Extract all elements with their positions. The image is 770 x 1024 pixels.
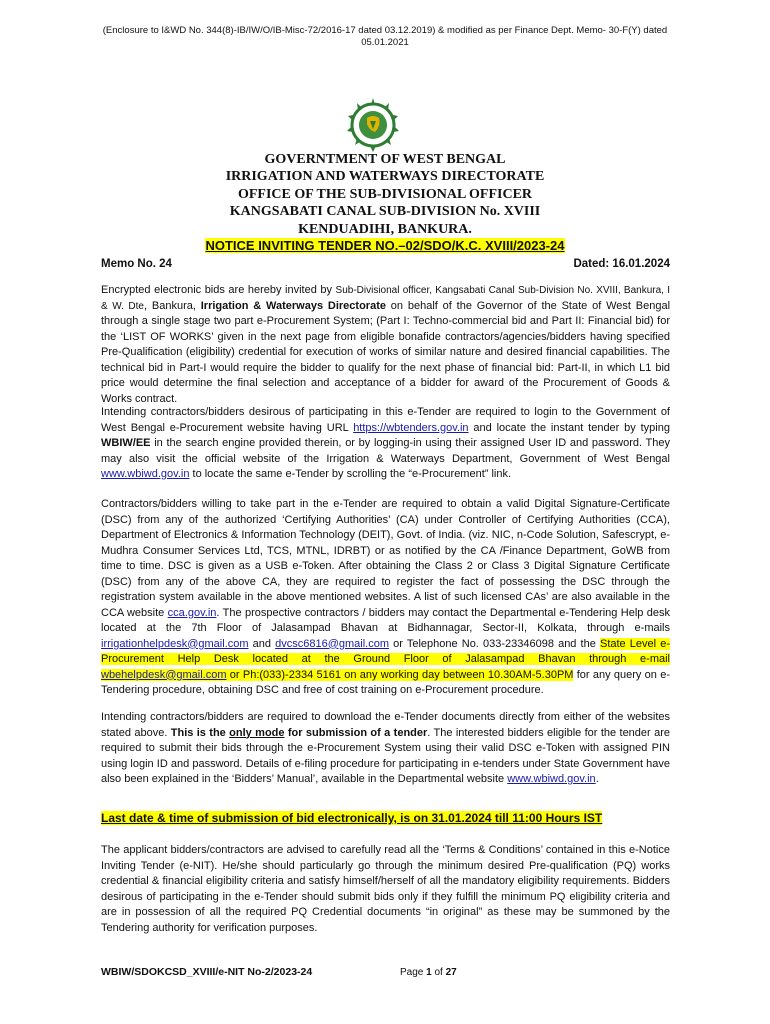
- p1-directorate: Irrigation & Waterways Directorate: [200, 299, 386, 312]
- p3-helpdesk-highlight-1: State Level e-Procurement Help Desk located at the Ground Floor of Jalasampad Bhavan through e-mail: [101, 637, 671, 665]
- p3-helpdesk-highlight-2: or Ph:(033)-2334 5161 on any working day between 10.30AM-5.30PM: [226, 668, 574, 681]
- p4-text-a: Intending contractors/bidders are required to download the e-Tender documents directly from either of the websites stated above.: [101, 711, 670, 739]
- footer-page-of: of: [431, 967, 446, 978]
- p3-text-b: . The prospective contractors / bidders may contact the Departmental e-Tendering Help desk located at the 7th Floor of Jalasampad Bhavan at Bidhannagar, Sector-II, Kolkata, through e-mails: [101, 606, 670, 634]
- memo-date: Dated: 16.01.2024: [573, 258, 670, 270]
- p3-text-d: or Telephone No. 033-23346098 and the: [389, 637, 600, 650]
- dvcsc-email-link[interactable]: dvcsc6816@gmail.com: [275, 637, 390, 650]
- wbiwd-link-2[interactable]: www.wbiwd.gov.in: [507, 773, 596, 785]
- p4-bold-d: for submission of a tender: [284, 726, 428, 739]
- west-bengal-emblem-icon: [337, 96, 409, 154]
- header-subdivision: KANGSABATI CANAL SUB-DIVISION No. XVIII: [229, 204, 541, 219]
- paragraph-terms: The applicant bidders/contractors are advised to carefully read all the ‘Terms & Conditions’ contained in this e-Notice Inviting Tender (e-NIT). He/she should particularly go through the minimum desired Pre-qualification (PQ) works credential & financial eligibility criteria and satisfy himself/herself of all the mandatory eligibility requirements. Bidders desirous of participating in the e-Tender should submit bids only if they fulfill the minimum PQ eligibility criteria and are in possession of all the required PQ Credential documents “in original” as these may be summoned by the Tendering authority for verification purposes.: [101, 844, 670, 934]
- p3-text-c: and: [248, 637, 276, 650]
- last-date-notice: [101, 810, 670, 826]
- last-date-text: Last date & time of submission of bid electronically, is on 31.01.2024 till 11:00 Hours IST: [101, 811, 603, 825]
- nit-title-text: NOTICE INVITING TENDER NO.–02/SDO/K.C. XVIII/2023-24: [205, 238, 565, 253]
- cca-link[interactable]: cca.gov.in: [167, 606, 217, 619]
- wbtenders-link[interactable]: https://wbtenders.gov.in: [353, 421, 469, 434]
- footer-page-total: 27: [445, 967, 457, 978]
- memo-number: Memo No. 24: [101, 258, 172, 270]
- p1-text-d: ,: [192, 299, 201, 312]
- p1-text-c: , Bankura: [144, 299, 193, 312]
- p2-text-d: in the search engine provided therein, or by logging-in using their assigned User ID and password. They may also visit the official website of the Irrigation & Waterways Department, Government of West Bengal: [101, 437, 670, 465]
- p3-text-e: for any query on e-Tendering procedure, obtaining DSC and free of cost training on e-Procurement procedure.: [101, 668, 670, 696]
- wbehelpdesk-email-link[interactable]: wbehelpdesk@gmail.com: [101, 668, 227, 681]
- header-directorate: IRRIGATION AND WATERWAYS DIRECTORATE: [225, 169, 545, 184]
- p4-text-f: .: [595, 773, 599, 785]
- irrigation-helpdesk-email-link[interactable]: irrigationhelpdesk@gmail.com: [101, 637, 249, 650]
- nit-title: [100, 238, 670, 254]
- footer-page-word: Page: [400, 967, 427, 978]
- p2-text-b: and locate the instant tender by typing: [468, 421, 670, 434]
- header-govt: GOVERNTMENT OF WEST BENGAL: [264, 152, 506, 167]
- p2-text-a: Intending contractors/bidders desirous of participating in this e-Tender are required to login to the Government of West Bengal e-Procurement website having URL: [101, 406, 670, 434]
- p4-only-mode: only mode: [229, 726, 285, 739]
- p1-text-f: on behalf of the Governor of the State of West Bengal through a single stage two part e-Procurement System; (Part I: Techno-commercial bid and Part II: Financial bid) for the ‘LIST OF WORKS’ given in the next page from eligible bonafide contractors/agencies/bidders having specified Pre-Qualification (eligibility) credential for execution of works of similar nature and desired financial capabilities. The technical bid in Part-I would require the bidder to qualify for the next phase of financial bid: Part-II, in which L1 bid price would determine the final selection and acceptance of a bidder for award of the Procurement of Goods & Works contract.: [101, 299, 671, 405]
- header-office: OFFICE OF THE SUB-DIVISIONAL OFFICER: [237, 187, 533, 202]
- p1-text-a: Encrypted electronic bids are hereby invited by: [101, 284, 336, 296]
- footer-doc-ref: WBIW/SDOKCSD_XVIII/e-NIT No-2/2023-24: [101, 966, 313, 978]
- p3-text-a: Contractors/bidders willing to take part in the e-Tender are required to obtain a valid Digital Signature-Certificate (DSC) from any of the authorized ‘Certifying Authorities’ (CA) under Controller of Certifying Authorities (CCA), Department of Electronics & Information Technology (DEIT), Govt. of India. (viz. NIC, n-Code Solution, Safescrypt, e-Mudhra Consumer Services Ltd, TCS, MTNL, IDRBT) or as notified by the CA /Finance Department, GoWB from time to time. DSC is given as a USB e-Token. After obtaining the Class 2 or Class 3 Digital Signature Certificate (DSC) from any of the above CA, they are required to register the fact of possessing the DSC through the registration system available in the above mentioned websites. A list of such licensed CAs’ are also available in the CCA website: [101, 498, 670, 619]
- enclosure-note: [80, 25, 690, 49]
- p4-bold-b: This is the: [170, 726, 230, 739]
- wbiwd-link[interactable]: www.wbiwd.gov.in: [101, 468, 190, 480]
- enclosure-line-2: 05.01.2021: [361, 37, 409, 48]
- header-location: KENDUADIHI, BANKURA.: [298, 222, 472, 237]
- p2-text-e: to locate the same e-Tender by scrolling the “e-Procurement” link.: [189, 468, 512, 480]
- p1-issuer: Sub-Divisional officer, Kangsabati Canal Sub-Division No. XVIII, Bankura, I & W. Dte: [101, 285, 670, 312]
- p2-search-term: WBIW/EE: [101, 437, 151, 449]
- paragraph-invitation: [101, 283, 670, 407]
- footer-page-current: 1: [426, 967, 432, 978]
- paragraph-dsc: [101, 497, 670, 699]
- p4-text-e: . The interested bidders eligible for the tender are required to submit their bids through the e-Procurement System using their valid DSC e-Token with assigned PIN using login ID and password. Details of e-filing procedure for participating in e-tenders under State Government have also been explained in the ‘Bidders’ Manual’, available in the Departmental website: [101, 726, 670, 785]
- paragraph-download: [101, 710, 670, 788]
- footer-page-number: [400, 966, 457, 979]
- enclosure-line-1: (Enclosure to I&WD No. 344(8)-IB/IW/O/IB-Misc-72/2016-17 dated 03.12.2019) & modified as per Finance Dept. Memo- 30-F(Y) dated: [102, 25, 668, 36]
- paragraph-login: [101, 405, 670, 483]
